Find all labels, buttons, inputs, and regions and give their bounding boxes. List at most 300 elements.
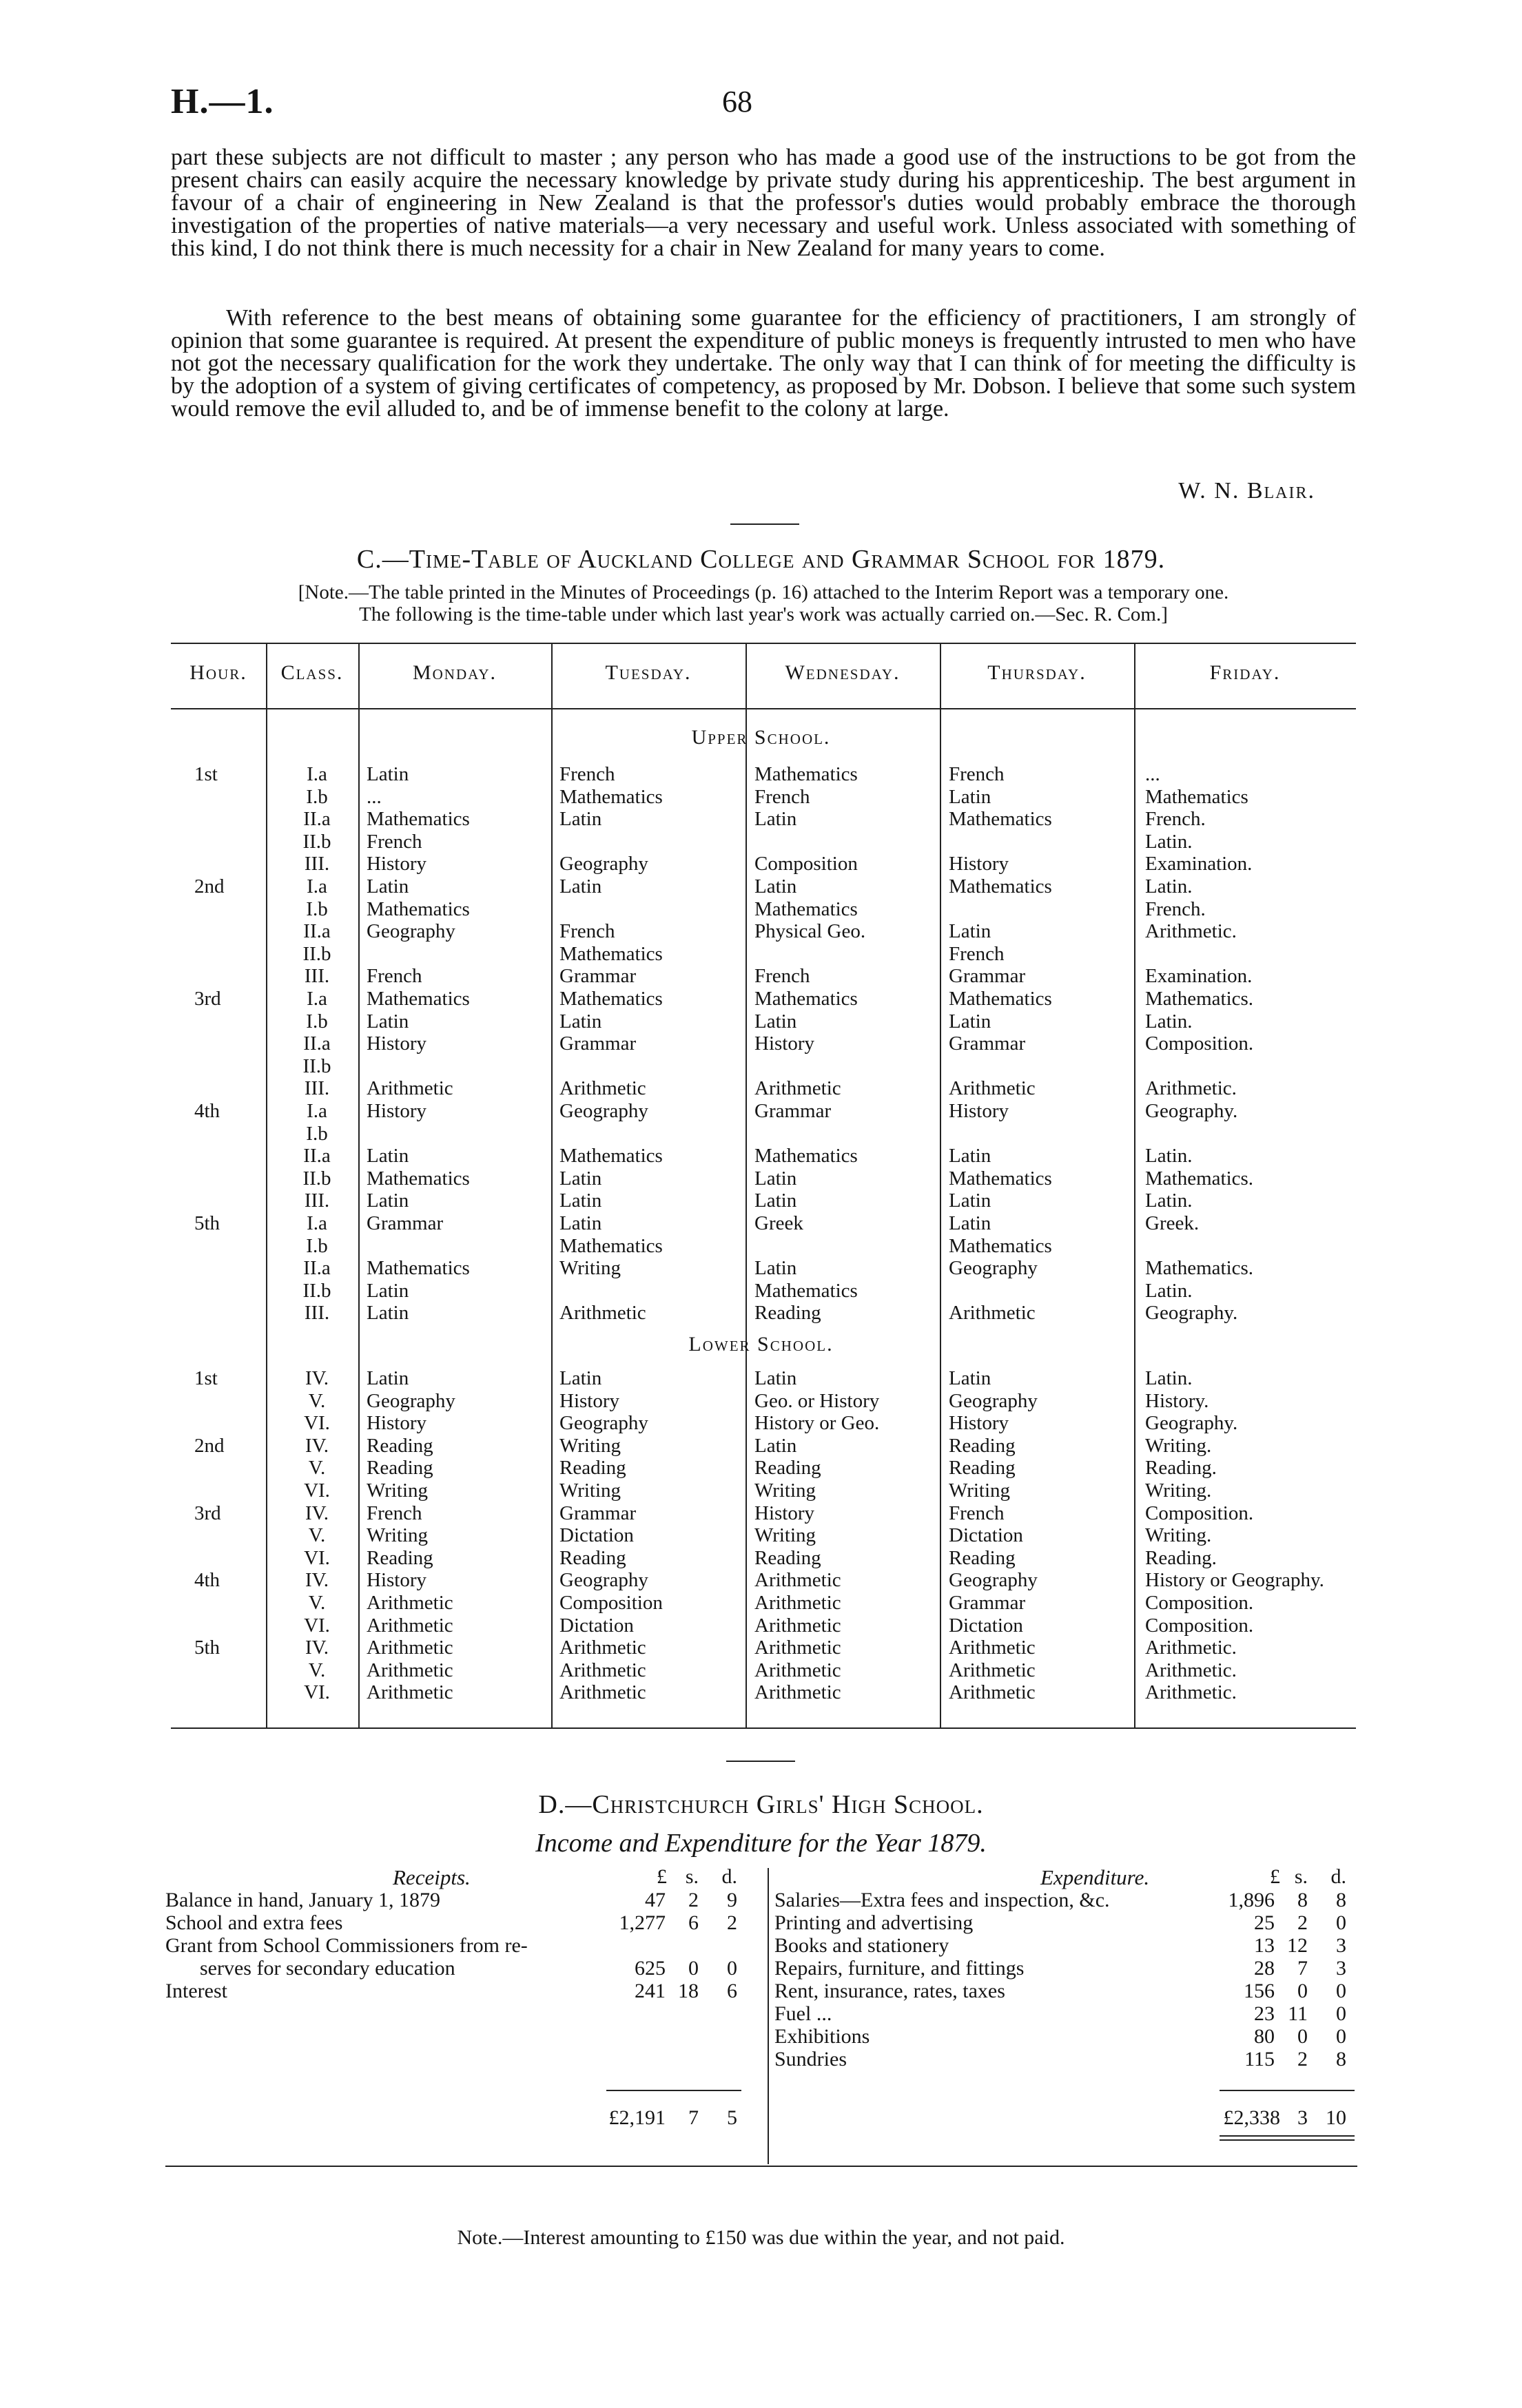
cell-tuesday: Composition xyxy=(559,1592,663,1614)
receipts-item: School and extra fees xyxy=(165,1911,343,1934)
cell-class: I.b xyxy=(306,1010,328,1032)
cell-friday: Latin. xyxy=(1145,1145,1193,1167)
table-row xyxy=(0,1390,1522,1412)
cell-friday: Composition. xyxy=(1145,1032,1254,1055)
cell-class: VI. xyxy=(304,1412,330,1435)
receipts-amount-shillings: 2 xyxy=(688,1889,699,1911)
signature: W. N. Blair. xyxy=(1178,478,1315,504)
cell-class: III. xyxy=(304,853,330,875)
cell-hour: 3rd xyxy=(194,1502,221,1524)
cell-tuesday: Latin xyxy=(559,1190,602,1212)
cell-class: IV. xyxy=(305,1367,329,1389)
cell-monday: Latin xyxy=(367,1302,409,1325)
cell-wednesday: Grammar xyxy=(754,1100,832,1122)
receipts-item: serves for secondary education xyxy=(200,1957,455,1980)
cell-class: III. xyxy=(304,1190,330,1212)
cell-thursday: Mathematics xyxy=(949,1167,1052,1190)
receipts-amount-pence: 6 xyxy=(727,1980,737,2002)
table-row xyxy=(0,831,1522,853)
cell-monday: French xyxy=(367,965,422,988)
expenditure-shilling-head: s. xyxy=(1294,1865,1308,1888)
cell-class: IV. xyxy=(305,1569,329,1592)
cell-thursday: Mathematics xyxy=(949,875,1052,897)
table-row xyxy=(0,1569,1522,1591)
paragraph-1: part these subjects are not difficult to master ; any person who has made a good use of the instructions to be got from the present chairs can easily acquire the necessary knowledge by private study during his apprenticeship. The best argument in favour of a chair of engineering in New Zealand is that the professor's duties would probably embrace the thorough investigation of the properties of native materials—a very necessary and useful work. Unless associated with something of this kind, I do not think there is much necessity for a chair in New Zealand for many years to come. xyxy=(171,145,1356,261)
cell-class: II.a xyxy=(303,1257,331,1280)
cell-tuesday: Latin xyxy=(559,808,602,831)
table-row xyxy=(0,988,1522,1010)
cell-friday: Arithmetic. xyxy=(1145,920,1237,943)
table-header-rule xyxy=(171,708,1356,709)
cell-wednesday: French xyxy=(754,785,810,808)
cell-monday: Writing xyxy=(367,1524,429,1547)
cell-friday: Mathematics xyxy=(1145,785,1248,808)
receipts-amount-shillings: 6 xyxy=(688,1911,699,1934)
expenditure-pence-head: d. xyxy=(1330,1865,1346,1888)
cell-class: II.a xyxy=(303,1145,331,1167)
cell-friday: Composition. xyxy=(1145,1592,1254,1614)
section-divider xyxy=(726,1761,795,1762)
receipts-item: Balance in hand, January 1, 1879 xyxy=(165,1889,441,1911)
cell-monday: Latin xyxy=(367,1367,409,1389)
table-row xyxy=(0,1145,1522,1167)
cell-friday: French. xyxy=(1145,897,1206,920)
cell-thursday: Geography xyxy=(949,1569,1038,1592)
table-row xyxy=(0,1524,1522,1546)
cell-monday: Latin xyxy=(367,1010,409,1032)
cell-thursday: Dictation xyxy=(949,1614,1023,1637)
cell-wednesday: Geo. or History xyxy=(754,1389,880,1412)
cell-wednesday: Mathematics xyxy=(754,1279,858,1302)
document-reference: H.—1. xyxy=(171,82,274,121)
cell-class: V. xyxy=(308,1659,326,1681)
table-row xyxy=(0,1480,1522,1502)
header-friday: Friday. xyxy=(1209,661,1281,684)
cell-tuesday: Arithmetic xyxy=(559,1637,646,1659)
cell-wednesday: History or Geo. xyxy=(754,1412,880,1435)
cell-monday: Grammar xyxy=(367,1212,444,1234)
cell-monday: Reading xyxy=(367,1546,433,1569)
expenditure-item: Salaries—Extra fees and inspection, &c. xyxy=(774,1889,1110,1911)
cell-thursday: Grammar xyxy=(949,965,1026,988)
cell-tuesday: Arithmetic xyxy=(559,1659,646,1681)
cell-thursday: Reading xyxy=(949,1457,1016,1480)
cell-tuesday: Writing xyxy=(559,1480,621,1502)
cell-thursday: Latin xyxy=(949,1145,991,1167)
cell-monday: History xyxy=(367,1100,426,1122)
cell-friday: Geography. xyxy=(1145,1412,1238,1435)
expenditure-item: Fuel ... xyxy=(774,2002,832,2025)
cell-thursday: Arithmetic xyxy=(949,1637,1036,1659)
cell-thursday: Latin xyxy=(949,1010,991,1032)
table-row xyxy=(0,1257,1522,1279)
cell-tuesday: Latin xyxy=(559,1212,602,1234)
accounts-bottom-rule xyxy=(165,2166,1357,2167)
cell-wednesday: Reading xyxy=(754,1546,821,1569)
cell-friday: Latin. xyxy=(1145,830,1193,853)
header-wednesday: Wednesday. xyxy=(785,661,901,684)
expenditure-amount-pounds: 28 xyxy=(1254,1957,1275,1980)
cell-friday: French. xyxy=(1145,808,1206,831)
cell-class: II.b xyxy=(302,942,331,965)
receipts-amount-shillings: 0 xyxy=(688,1957,699,1980)
cell-friday: Writing. xyxy=(1145,1480,1212,1502)
cell-thursday: Arithmetic xyxy=(949,1681,1036,1704)
cell-thursday: Reading xyxy=(949,1546,1016,1569)
table-row xyxy=(0,1502,1522,1524)
expenditure-amount-pounds: 115 xyxy=(1244,2048,1275,2070)
cell-wednesday: Mathematics xyxy=(754,763,858,785)
cell-thursday: History xyxy=(949,1412,1009,1435)
cell-tuesday: Writing xyxy=(559,1434,621,1457)
cell-wednesday: Arithmetic xyxy=(754,1614,841,1637)
cell-tuesday: Dictation xyxy=(559,1614,634,1637)
expenditure-amount-pence: 0 xyxy=(1336,2002,1346,2025)
receipts-shilling-head: s. xyxy=(685,1865,699,1888)
table-row xyxy=(0,920,1522,942)
expenditure-amount-pounds: 25 xyxy=(1254,1911,1275,1934)
cell-thursday: Latin xyxy=(949,785,991,808)
cell-friday: Arithmetic. xyxy=(1145,1077,1237,1100)
receipts-amount-pounds: 1,277 xyxy=(619,1911,666,1934)
cell-wednesday: Latin xyxy=(754,1010,797,1032)
cell-thursday: Latin xyxy=(949,1212,991,1234)
expenditure-amount-pounds: 13 xyxy=(1254,1934,1275,1957)
expenditure-amount-pence: 3 xyxy=(1336,1934,1346,1957)
expenditure-item: Exhibitions xyxy=(774,2025,870,2048)
cell-friday: Reading. xyxy=(1145,1546,1217,1569)
cell-tuesday: Dictation xyxy=(559,1524,634,1547)
cell-wednesday: History xyxy=(754,1032,814,1055)
cell-thursday: Arithmetic xyxy=(949,1659,1036,1681)
receipts-item: Interest xyxy=(165,1980,227,2002)
cell-monday: French xyxy=(367,830,422,853)
cell-monday: Geography xyxy=(367,1389,455,1412)
cell-class: II.a xyxy=(303,1032,331,1055)
expenditure-total-double-rule-1 xyxy=(1220,2135,1355,2137)
cell-tuesday: French xyxy=(559,920,615,943)
cell-class: VI. xyxy=(304,1614,330,1637)
cell-monday: Arithmetic xyxy=(367,1077,453,1100)
cell-friday: Mathematics. xyxy=(1145,988,1254,1010)
header-hour: Hour. xyxy=(189,661,247,684)
cell-class: I.a xyxy=(307,1212,327,1234)
receipts-item: Grant from School Commissioners from re- xyxy=(165,1934,528,1957)
cell-friday: Latin. xyxy=(1145,1367,1193,1389)
cell-thursday: French xyxy=(949,763,1005,785)
cell-monday: History xyxy=(367,853,426,875)
receipts-pound-head: £ xyxy=(657,1865,667,1888)
cell-monday: History xyxy=(367,1032,426,1055)
header-thursday: Thursday. xyxy=(987,661,1087,684)
cell-class: II.b xyxy=(302,1055,331,1077)
cell-class: I.a xyxy=(307,875,327,897)
expenditure-item: Sundries xyxy=(774,2048,847,2070)
cell-friday: History. xyxy=(1145,1389,1209,1412)
cell-class: VI. xyxy=(304,1546,330,1569)
expenditure-sum-rule xyxy=(1220,2090,1355,2091)
cell-friday: Writing. xyxy=(1145,1434,1212,1457)
cell-hour: 2nd xyxy=(194,1434,225,1457)
cell-hour: 5th xyxy=(194,1212,220,1234)
receipts-pence-head: d. xyxy=(721,1865,737,1888)
table-row xyxy=(0,1435,1522,1457)
header-class: Class. xyxy=(280,661,344,684)
cell-class: V. xyxy=(308,1592,326,1614)
table-row xyxy=(0,808,1522,830)
cell-friday: Greek. xyxy=(1145,1212,1200,1234)
cell-friday: Reading. xyxy=(1145,1457,1217,1480)
expenditure-heading: Expenditure. xyxy=(1040,1865,1150,1889)
header-tuesday: Tuesday. xyxy=(605,661,692,684)
cell-hour: 3rd xyxy=(194,988,221,1010)
accounts-title: D.—Christchurch Girls' High School. xyxy=(538,1790,984,1819)
cell-monday: French xyxy=(367,1502,422,1524)
cell-monday: Geography xyxy=(367,920,455,943)
cell-thursday: Latin xyxy=(949,920,991,943)
header-monday: Monday. xyxy=(412,661,497,684)
cell-friday: Geography. xyxy=(1145,1100,1238,1122)
cell-tuesday: Arithmetic xyxy=(559,1681,646,1704)
expenditure-item: Rent, insurance, rates, taxes xyxy=(774,1980,1005,2002)
cell-thursday: Dictation xyxy=(949,1524,1023,1547)
cell-wednesday: History xyxy=(754,1502,814,1524)
cell-class: II.a xyxy=(303,920,331,943)
cell-friday: Examination. xyxy=(1145,853,1253,875)
cell-wednesday: Writing xyxy=(754,1480,816,1502)
cell-thursday: History xyxy=(949,853,1009,875)
cell-hour: 1st xyxy=(194,763,218,785)
cell-wednesday: Arithmetic xyxy=(754,1077,841,1100)
cell-wednesday: Reading xyxy=(754,1302,821,1325)
cell-tuesday: Mathematics xyxy=(559,1145,663,1167)
timetable-note-line-1: [Note.—The table printed in the Minutes of Proceedings (p. 16) attached to the Interim Report was a temporary one. xyxy=(298,581,1229,603)
cell-tuesday: Writing xyxy=(559,1257,621,1280)
cell-tuesday: Arithmetic xyxy=(559,1077,646,1100)
expenditure-total-pounds: £2,338 xyxy=(1223,2106,1280,2129)
expenditure-amount-shillings: 11 xyxy=(1288,2002,1308,2025)
receipts-total-pence: 5 xyxy=(727,2106,737,2129)
cell-class: IV. xyxy=(305,1502,329,1524)
accounts-divider xyxy=(768,1868,769,2164)
cell-class: VI. xyxy=(304,1681,330,1704)
cell-class: III. xyxy=(304,965,330,988)
table-row xyxy=(0,1212,1522,1234)
expenditure-amount-pence: 0 xyxy=(1336,1911,1346,1934)
receipts-total-pounds: £2,191 xyxy=(608,2106,666,2129)
table-row xyxy=(0,1412,1522,1434)
cell-class: II.b xyxy=(302,830,331,853)
expenditure-amount-shillings: 0 xyxy=(1297,2025,1308,2048)
cell-class: III. xyxy=(304,1077,330,1100)
cell-thursday: Mathematics xyxy=(949,1234,1052,1257)
cell-wednesday: Mathematics xyxy=(754,988,858,1010)
cell-wednesday: Arithmetic xyxy=(754,1637,841,1659)
table-row xyxy=(0,1547,1522,1569)
table-top-rule xyxy=(171,643,1356,644)
cell-tuesday: Latin xyxy=(559,1010,602,1032)
expenditure-total-shillings: 3 xyxy=(1297,2106,1308,2129)
cell-hour: 1st xyxy=(194,1367,218,1389)
receipts-amount-pence: 2 xyxy=(727,1911,737,1934)
cell-wednesday: Latin xyxy=(754,1167,797,1190)
cell-tuesday: Grammar xyxy=(559,1032,637,1055)
receipts-amount-shillings: 18 xyxy=(678,1980,699,2002)
cell-monday: Latin xyxy=(367,1190,409,1212)
cell-tuesday: Latin xyxy=(559,1167,602,1190)
cell-thursday: Geography xyxy=(949,1257,1038,1280)
cell-thursday: History xyxy=(949,1100,1009,1122)
cell-tuesday: Mathematics xyxy=(559,1234,663,1257)
cell-wednesday: Latin xyxy=(754,808,797,831)
cell-tuesday: Arithmetic xyxy=(559,1302,646,1325)
expenditure-amount-pounds: 23 xyxy=(1254,2002,1275,2025)
table-row xyxy=(0,1280,1522,1302)
receipts-amount-pounds: 625 xyxy=(635,1957,666,1980)
table-row xyxy=(0,1637,1522,1659)
table-row xyxy=(0,1457,1522,1479)
cell-class: I.a xyxy=(307,763,327,785)
cell-tuesday: French xyxy=(559,763,615,785)
table-row xyxy=(0,1190,1522,1212)
cell-class: VI. xyxy=(304,1480,330,1502)
cell-monday: Arithmetic xyxy=(367,1637,453,1659)
cell-monday: Arithmetic xyxy=(367,1592,453,1614)
timetable-note-line-2: The following is the time-table under which last year's work was actually carried on.—Sec. R. Com.] xyxy=(359,603,1168,625)
cell-wednesday: Arithmetic xyxy=(754,1659,841,1681)
cell-hour: 4th xyxy=(194,1100,220,1122)
table-bottom-rule xyxy=(171,1727,1356,1729)
cell-tuesday: Reading xyxy=(559,1546,626,1569)
cell-wednesday: Latin xyxy=(754,1367,797,1389)
expenditure-amount-shillings: 7 xyxy=(1297,1957,1308,1980)
cell-tuesday: Reading xyxy=(559,1457,626,1480)
cell-tuesday: History xyxy=(559,1389,619,1412)
cell-friday: Writing. xyxy=(1145,1524,1212,1547)
cell-friday: Latin. xyxy=(1145,875,1193,897)
cell-class: II.b xyxy=(302,1279,331,1302)
cell-tuesday: Mathematics xyxy=(559,785,663,808)
cell-class: I.b xyxy=(306,1122,328,1145)
cell-tuesday: Mathematics xyxy=(559,988,663,1010)
cell-thursday: Latin xyxy=(949,1367,991,1389)
cell-wednesday: Arithmetic xyxy=(754,1681,841,1704)
table-row xyxy=(0,1077,1522,1099)
accounts-note: Note.—Interest amounting to £150 was due within the year, and not paid. xyxy=(457,2226,1065,2249)
expenditure-item: Repairs, furniture, and fittings xyxy=(774,1957,1025,1980)
table-row xyxy=(0,875,1522,897)
cell-monday: Latin xyxy=(367,875,409,897)
cell-wednesday: Latin xyxy=(754,1190,797,1212)
timetable-title: C.—Time-Table of Auckland College and Grammar School for 1879. xyxy=(356,545,1166,574)
cell-monday: Reading xyxy=(367,1434,433,1457)
accounts-subtitle: Income and Expenditure for the Year 1879. xyxy=(535,1829,987,1858)
expenditure-amount-shillings: 2 xyxy=(1297,1911,1308,1934)
cell-friday: Latin. xyxy=(1145,1279,1193,1302)
cell-hour: 2nd xyxy=(194,875,225,897)
table-row xyxy=(0,1235,1522,1257)
cell-wednesday: Latin xyxy=(754,1434,797,1457)
page-number: 68 xyxy=(722,85,752,118)
cell-tuesday: Geography xyxy=(559,1569,648,1592)
cell-wednesday: Arithmetic xyxy=(754,1569,841,1592)
cell-class: I.a xyxy=(307,988,327,1010)
cell-class: IV. xyxy=(305,1637,329,1659)
cell-wednesday: Physical Geo. xyxy=(754,920,866,943)
cell-hour: 5th xyxy=(194,1637,220,1659)
table-row xyxy=(0,1681,1522,1703)
cell-friday: Mathematics. xyxy=(1145,1257,1254,1280)
cell-monday: History xyxy=(367,1412,426,1435)
cell-monday: Latin xyxy=(367,763,409,785)
cell-wednesday: Mathematics xyxy=(754,897,858,920)
cell-thursday: French xyxy=(949,1502,1005,1524)
table-row xyxy=(0,1367,1522,1389)
cell-monday: Latin xyxy=(367,1279,409,1302)
table-row xyxy=(0,965,1522,987)
cell-wednesday: Arithmetic xyxy=(754,1592,841,1614)
cell-thursday: Arithmetic xyxy=(949,1302,1036,1325)
table-row xyxy=(0,1100,1522,1122)
expenditure-amount-pence: 8 xyxy=(1336,2048,1346,2070)
upper-school-label: Upper School. xyxy=(691,726,831,749)
cell-monday: Latin xyxy=(367,1145,409,1167)
cell-friday: Geography. xyxy=(1145,1302,1238,1325)
expenditure-amount-pounds: 1,896 xyxy=(1228,1889,1275,1911)
receipts-heading: Receipts. xyxy=(393,1865,471,1889)
expenditure-amount-pounds: 156 xyxy=(1244,1980,1275,2002)
table-row xyxy=(0,1167,1522,1190)
cell-friday: Arithmetic. xyxy=(1145,1681,1237,1704)
cell-thursday: Reading xyxy=(949,1434,1016,1457)
expenditure-amount-shillings: 2 xyxy=(1297,2048,1308,2070)
expenditure-amount-shillings: 12 xyxy=(1287,1934,1308,1957)
cell-tuesday: Geography xyxy=(559,1412,648,1435)
expenditure-total-double-rule-2 xyxy=(1220,2139,1355,2141)
cell-wednesday: Greek xyxy=(754,1212,803,1234)
cell-tuesday: Geography xyxy=(559,1100,648,1122)
cell-monday: Mathematics xyxy=(367,1167,470,1190)
cell-tuesday: Latin xyxy=(559,1367,602,1389)
table-row xyxy=(0,1302,1522,1324)
cell-class: V. xyxy=(308,1389,326,1412)
table-row xyxy=(0,786,1522,808)
cell-monday: Writing xyxy=(367,1480,429,1502)
receipts-amount-pounds: 241 xyxy=(635,1980,666,2002)
expenditure-amount-pence: 0 xyxy=(1336,2025,1346,2048)
cell-monday: History xyxy=(367,1569,426,1592)
table-row xyxy=(0,853,1522,875)
cell-class: III. xyxy=(304,1302,330,1325)
cell-monday: Reading xyxy=(367,1457,433,1480)
cell-monday: Mathematics xyxy=(367,988,470,1010)
receipts-amount-pounds: 47 xyxy=(645,1889,666,1911)
table-row xyxy=(0,1659,1522,1681)
expenditure-total-pence: 10 xyxy=(1326,2106,1346,2129)
cell-monday: Arithmetic xyxy=(367,1614,453,1637)
cell-friday: Arithmetic. xyxy=(1145,1637,1237,1659)
cell-thursday: Grammar xyxy=(949,1032,1026,1055)
receipts-total-shillings: 7 xyxy=(688,2106,699,2129)
cell-wednesday: Latin xyxy=(754,875,797,897)
expenditure-amount-pence: 3 xyxy=(1336,1957,1346,1980)
cell-class: I.b xyxy=(306,1234,328,1257)
receipts-sum-rule xyxy=(606,2090,741,2091)
cell-friday: Composition. xyxy=(1145,1502,1254,1524)
cell-friday: Latin. xyxy=(1145,1190,1193,1212)
table-row xyxy=(0,1055,1522,1077)
cell-monday: Arithmetic xyxy=(367,1681,453,1704)
